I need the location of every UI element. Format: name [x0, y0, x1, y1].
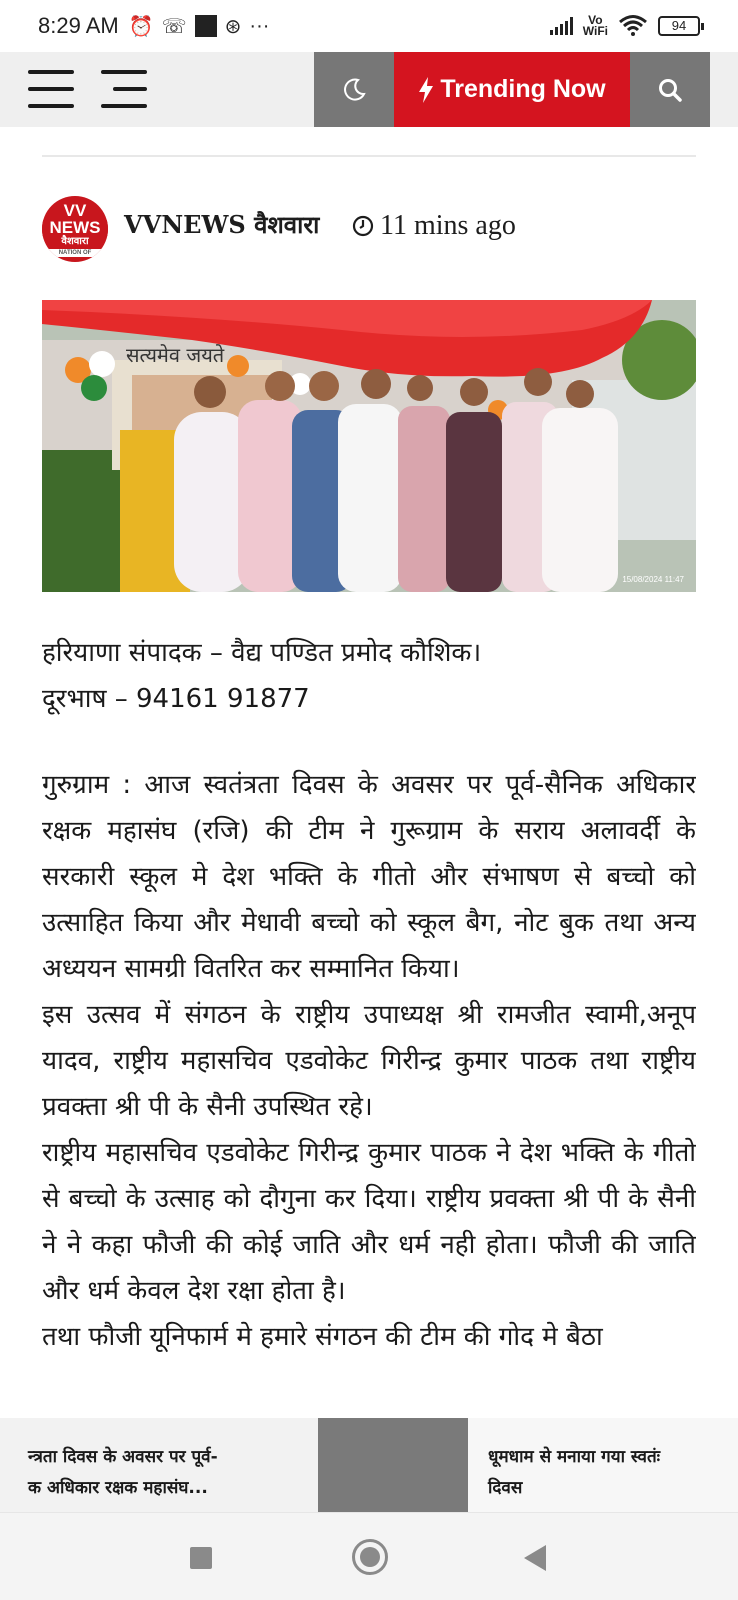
signal-icon [550, 17, 573, 35]
app-globe-icon: ⊛ [224, 15, 242, 38]
related-thumbnail[interactable] [318, 1418, 468, 1512]
editor-line: हरियाणा संपादक – वैद्य पण्डित प्रमोद कौशिक। [42, 638, 482, 668]
banner-text: सत्यमेव जयते [126, 343, 225, 367]
dark-mode-button[interactable] [314, 52, 394, 127]
article-paragraph: तथा फौजी यूनिफार्म मे हमारे संगठन की टीम की गोद मे बैठा [42, 1322, 603, 1352]
battery-icon: 94 [658, 16, 700, 36]
moon-icon [341, 77, 367, 103]
menu-button[interactable] [28, 70, 74, 108]
trending-now-button[interactable] [394, 52, 630, 127]
alarm-icon: ⏰ [128, 15, 154, 38]
wifi-icon [618, 14, 648, 39]
search-icon [657, 77, 683, 103]
status-bar [0, 0, 738, 52]
bolt-icon [418, 77, 434, 103]
vowifi-label: Vo WiFi [582, 13, 608, 38]
time-ago-text: 11 mins ago [380, 210, 516, 241]
back-triangle-icon[interactable] [524, 1545, 546, 1571]
more-notifications-icon: ··· [249, 14, 270, 37]
clock-icon [352, 215, 374, 237]
whatsapp-icon: ☏ [161, 15, 187, 38]
article-paragraph: इस उत्सव में संगठन के राष्ट्रीय उपाध्यक्ष श्री रामजीत स्वामी,अनूप यादव, राष्ट्रीय महासचिव एडवोकेट गिरीन्द्र कुमार पाठक तथा राष्ट्रीय प्रवक्ता श्री पी के सैनी उपस्थित रहे। [42, 1000, 696, 1122]
search-button[interactable] [630, 52, 710, 127]
status-time: 8:29 AM [38, 13, 119, 38]
article-photo[interactable] [42, 300, 696, 592]
site-header [0, 52, 738, 127]
status-right [550, 14, 700, 39]
recents-square-icon[interactable] [190, 1547, 212, 1569]
status-notification-icons [129, 14, 270, 39]
article-body [42, 762, 696, 1388]
next-post-link[interactable]: धूमधाम से मनाया गया स्वतंः दिवस [468, 1418, 738, 1512]
photo-timestamp: 15/08/2024 11:47 [622, 575, 684, 584]
trending-label: Trending Now [440, 75, 606, 103]
author-name[interactable]: VVNEWS वैशवारा [124, 210, 320, 239]
app-square-icon [195, 15, 217, 37]
divider [42, 155, 696, 157]
hamburger-icon [28, 70, 74, 74]
previous-post-link[interactable]: न्त्रता दिवस के अवसर पर पूर्व- क अधिकार रक्षक महासंघ... [28, 1447, 218, 1498]
article-byline [42, 630, 696, 722]
author-logo[interactable]: VV NEWS वैशवारा NATION OF [42, 196, 108, 262]
system-nav-bar [0, 1512, 738, 1600]
article-paragraph: राष्ट्रीय महासचिव एडवोकेट गिरीन्द्र कुमार पाठक ने देश भक्ति के गीतो से बच्चो के उत्साह को दौगुना कर दिया। राष्ट्रीय प्रवक्ता श्री पी के सैनी ने ने कहा फौजी की कोई जाति और धर्म नही होता। फौजी की जाति और धर्म केवल देश रक्षा होता है। [42, 1138, 696, 1306]
related-posts-bar [0, 1418, 738, 1512]
menu-lines-icon [101, 70, 147, 74]
post-time [352, 210, 516, 242]
home-circle-icon[interactable] [352, 1539, 388, 1575]
secondary-menu-button[interactable] [101, 70, 147, 108]
phone-line: दूरभाष – 94161 91877 [42, 684, 310, 714]
article-paragraph: गुरुग्राम : आज स्वतंत्रता दिवस के अवसर पर पूर्व-सैनिक अधिकार रक्षक महासंघ (रजि) की टीम ने गुरूग्राम के सराय अलावर्दी के सरकारी स्कूल मे देश भक्ति के गीतो और संभाषण से बच्चो को उत्साहित किया और मेधावी बच्चो को स्कूल बैग, नोट बुक तथा अन्य अध्ययन सामग्री वितरित कर सम्मानित किया। [42, 770, 696, 984]
